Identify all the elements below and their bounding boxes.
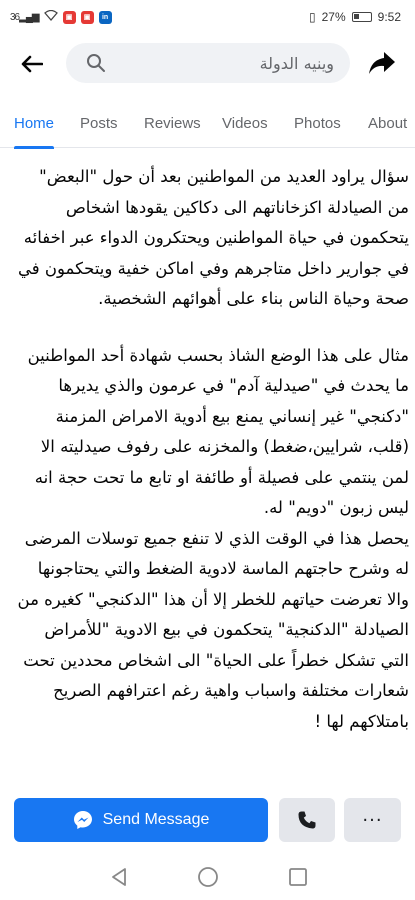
status-bar (0, 0, 415, 34)
tab-posts[interactable]: Posts (80, 115, 118, 132)
more-button[interactable] (344, 798, 401, 842)
nav-back-icon (110, 867, 128, 887)
top-bar (0, 38, 415, 90)
post-paragraph: سؤال يراود العديد من المواطنين بعد أن حول "البعض" من الصيادلة اكزخاناتهم الى دكاكين يقودها اشخاص يتحكمون في حياة المواطنين ويحتكرون الدواء عبر اخفائه في جوارير داخل متاجرهم وفي اماكن خفية ويتحكمون في صحة وحياة الناس بناء على أهوائهم الشخصية. (18, 167, 409, 308)
tab-videos[interactable]: Videos (222, 115, 268, 132)
tab-about[interactable]: About (368, 115, 408, 132)
search-query: وينيه الدولة (259, 53, 334, 73)
post-text (14, 162, 411, 737)
linkedin-icon: in (99, 11, 112, 24)
nav-back-button[interactable] (108, 866, 130, 888)
nav-home-icon (197, 866, 219, 888)
app-notification-icon: ▣ (81, 11, 94, 24)
battery-icon (352, 12, 372, 22)
post-paragraph: مثال على هذا الوضع الشاذ بحسب شهادة أحد المواطنين ما يحدث في "صيدلية آدم" في عرمون والذي يديرها "دكنجي" غير إنساني يمنع بيع أدوية الامراض المزمنة (قلب، شرايين،ضغط) والمخزنه على رفوف صيدليته الا لمن ينتمي على فصيلة أو طائفة او تابع ما تحت حجة انه ليس زبون "دويم" له. (27, 345, 409, 517)
nav-home-button[interactable] (197, 866, 219, 888)
clock: 9:52 (377, 10, 401, 24)
post-paragraph: يحصل هذا في الوقت الذي لا تنفع جميع توسلات المرضى له وشرح حاجتهم الماسة لادوية الضغط والتي يحتاجونها والا تعرضت حياتهم للخطر إلا أن هذا "الدكنجي" كغيره من الصيادلة "الدكنجية" يتحكمون في بيع الادوية "للأمراض التي تشكل خطراً على الحياة" الى اشخاص محددين تحت شعارات مختلفة واسباب واهية رغم اعترافهم الصريح بامتلاكهم لها ! (17, 528, 409, 731)
share-icon (368, 51, 396, 75)
phone-icon (297, 810, 317, 830)
messenger-icon (73, 810, 93, 830)
nav-recent-button[interactable] (287, 866, 309, 888)
tab-photos[interactable]: Photos (294, 115, 341, 132)
page-tabs (0, 100, 415, 148)
signal-icon: 36▂▄▆ (10, 11, 39, 23)
status-right (309, 10, 401, 24)
search-icon (86, 53, 106, 73)
app-notification-icon: ▣ (63, 11, 76, 24)
nav-recent-icon (288, 867, 308, 887)
paragraph-gap (14, 315, 409, 341)
system-nav-bar (0, 852, 415, 900)
share-button[interactable] (365, 46, 399, 80)
send-message-label: Send Message (102, 811, 210, 828)
battery-text: 27% (321, 10, 346, 24)
more-icon: ··· (362, 809, 383, 831)
search-box[interactable] (66, 43, 350, 83)
tab-home[interactable]: Home (14, 100, 54, 148)
tab-reviews[interactable]: Reviews (144, 115, 201, 132)
signal-text: 36 (10, 11, 20, 23)
back-button[interactable] (16, 48, 48, 80)
call-button[interactable] (279, 798, 335, 842)
back-arrow-icon (21, 55, 43, 73)
send-message-button[interactable] (14, 798, 268, 842)
action-bar (0, 798, 415, 842)
vibrate-icon: ▯ (309, 10, 316, 24)
wifi-icon (44, 10, 58, 24)
status-left (10, 10, 112, 24)
